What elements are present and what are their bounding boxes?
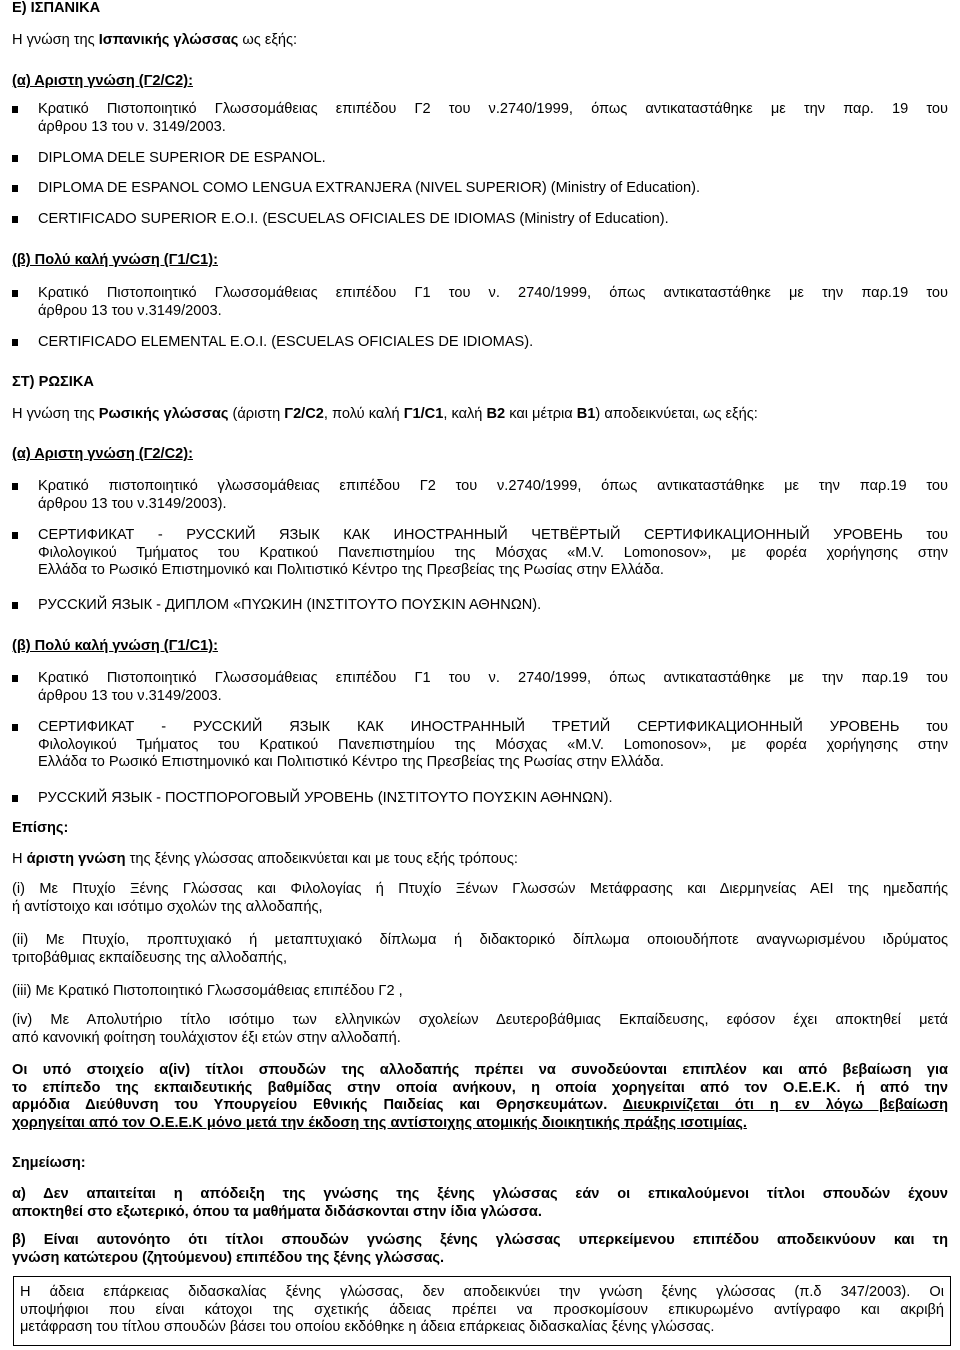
para-line: ή αντίστοιχο και ισότιμο σχολών της αλλοδαπής,: [12, 898, 323, 915]
intro-bold: Ρωσικής γλώσσας: [98, 406, 229, 422]
intro-bold: Β1: [576, 406, 596, 422]
section-st-beta-heading: (β) Πολύ καλή γνώση (Γ1/C1):: [12, 638, 218, 654]
item-line: άρθρου 13 του ν. 3149/2003.: [38, 118, 226, 135]
para-line: τριτοβάθμιας εκπαίδευσης της αλλοδαπής,: [12, 949, 288, 966]
section-e-beta-heading: (β) Πολύ καλή γνώση (Γ1/C1):: [12, 252, 218, 268]
para-line: Οι υπό στοιχείο α(iv) τίτλοι σπουδών της αλλοδαπής πρέπει να συνοδεύονται επιπλέον και από βεβαίωση για: [12, 1062, 948, 1078]
bullet-icon: [12, 106, 18, 113]
list-item: [12, 285, 948, 320]
para-line: από κανονική φοίτηση τουλάχιστον έξι ετών στην αλλοδαπή.: [12, 1029, 401, 1046]
way-paragraph: [12, 983, 948, 1001]
para-line: β) Είναι αυτονόητο ότι τίτλοι σπουδών γνώσης ξένης γλώσσας υπερκείμενου επιπέδου αποδεικνύουν και τη: [12, 1232, 948, 1248]
way-paragraph: [12, 932, 948, 967]
para-line: [12, 1097, 948, 1115]
list-item: [12, 790, 948, 808]
section-st-intro: [12, 406, 758, 424]
bullet-icon: [12, 339, 18, 346]
para-line: (iv) Με Απολυτήριο τίτλο ισότιμο των ελληνικών σχολείων Δευτεροβάθμιας Εκπαίδευσης, εφόσον έχει αποκτηθεί μετά: [12, 1012, 948, 1028]
note-heading: Σημείωση:: [12, 1155, 86, 1171]
intro-text: Η γνώση της: [12, 406, 99, 422]
notice-paragraph: [12, 1062, 948, 1132]
para-text: αρμόδια Διεύθυνση του Υπουργείου Εθνικής Παιδείας και Θρησκευμάτων.: [12, 1097, 623, 1113]
list-item: [12, 211, 948, 229]
item-line: РУССКИЙ ЯЗЫК - ДИПЛОМ «ΠΥΩΚИΗ (ΙΝΣΤΙΤΟΥΤΟ ΠΟΥΣΚΙΝ ΑΘΗΝΩΝ).: [38, 597, 542, 613]
para-line: το επίπεδο της εκπαιδευτικής βαθμίδας στην οποία ανήκουν, η οποία χορηγείται από τον Ο.Ε.Ε.Κ. ή από την: [12, 1079, 948, 1096]
para-line: (ii) Με Πτυχίο, προπτυχιακό ή μεταπτυχιακό δίπλωμα ή διδακτορικό δίπλωμα οποιουδήποτε αναγνωρισμένου ιδρύματος: [12, 932, 948, 948]
box-line: υποψήφιοι που είναι κάτοχοι της σχετικής άδειας πρέπει να προσκομίσουν επικυρωμένο αντίγραφο και ακριβή: [20, 1301, 944, 1318]
box-line: Η άδεια επάρκειας διδασκαλίας ξένης γλώσσας, δεν αποδεικνύει την γνώση ξένης γλώσσας (π.δ 347/2003). Οι: [20, 1284, 944, 1300]
list-item: [12, 478, 948, 513]
item-line: Φιλολογικού Τμήματος του Κρατικού Πανεπιστημίου της Μόσχας «M.V. Lomonosov», με φορέα χορήγησης στην: [38, 736, 948, 753]
bullet-icon: [12, 155, 18, 162]
bullet-icon: [12, 724, 18, 731]
para-underlined: Διευκρινίζεται ότι η εν λόγω βεβαίωση: [622, 1097, 949, 1113]
para-line: (iii) Με Κρατικό Πιστοποιητικό Γλωσσομάθειας επιπέδου Γ2 ,: [12, 983, 403, 999]
list-item: [12, 719, 948, 772]
para-line: αποκτηθεί στο εξωτερικό, όπου τα μαθήματα διδάσκονται στην ίδια γλώσσα.: [12, 1203, 542, 1220]
intro-text: της ξένης γλώσσας αποδεικνύεται και με τους εξής τρόπους:: [125, 851, 518, 867]
intro-text: , πολύ καλή: [323, 406, 404, 422]
license-notice-box: [13, 1276, 951, 1346]
section-e-intro: [12, 32, 297, 50]
intro-text: Η γνώση της: [12, 32, 99, 48]
item-line: DIPLOMA DE ESPANOL COMO LENGUA EXTRANJERA (NIVEL SUPERIOR) (Ministry of Education).: [38, 180, 701, 196]
intro-bold: άριστη γνώση: [26, 851, 126, 867]
bullet-icon: [12, 290, 18, 297]
section-st-heading: ΣΤ) ΡΩΣΙΚΑ: [12, 374, 94, 390]
section-st-alpha-heading: (α) Αριστη γνώση (Γ2/C2):: [12, 446, 193, 462]
item-line: άρθρου 13 του ν.3149/2003).: [38, 495, 227, 512]
item-line: РУССКИЙ ЯЗЫК - ПОСТПОРОГОВЫЙ УРОВЕНЬ (ΙΝΣΤΙΤΟΥΤΟ ΠΟΥΣΚΙΝ ΑΘΗΝΩΝ).: [38, 790, 613, 806]
note-a: [12, 1186, 948, 1221]
intro-text: ως εξής:: [238, 32, 298, 48]
item-line: Ελλάδα το Ρωσικό Επιστημονικό και Πολιτιστικό Κέντρο της Πρεσβείας της Ρωσίας στην Ελλάδα.: [38, 562, 664, 578]
bullet-icon: [12, 675, 18, 682]
intro-bold: Γ1/C1: [403, 406, 444, 422]
section-e-heading: Ε) ΙΣΠΑΝΙΚΑ: [12, 0, 101, 16]
box-line: μετάφραση του τίτλου σπουδών βάσει του οποίου εκδόθηκε η άδεια επάρκειας διδασκαλίας ξένης γλώσσας.: [20, 1319, 715, 1335]
intro-bold: Β2: [486, 406, 506, 422]
list-item: [12, 180, 948, 198]
item-line: Κρατικό Πιστοποιητικό Γλωσσομάθειας επιπέδου Γ1 του ν. 2740/1999, όπως αντικαταστάθηκε με την παρ.19 του: [38, 670, 948, 686]
way-paragraph: [12, 881, 948, 916]
bullet-icon: [12, 532, 18, 539]
intro-bold: Ισπανικής γλώσσας: [98, 32, 239, 48]
item-line: Ελλάδα το Ρωσικό Επιστημονικό και Πολιτιστικό Κέντρο της Πρεσβείας της Ρωσίας στην Ελλάδα.: [38, 754, 664, 770]
intro-text: ) αποδεικνύεται, ως εξής:: [595, 406, 758, 422]
list-item: [12, 334, 948, 352]
item-line: СЕРТИФИКАТ - РУССКИЙ ЯЗЫК КАК ИНОСТРАННЫЙ ЧЕТВЁРТЫЙ СЕРТИФИКАЦИОННЫЙ УРОВЕНЬ του: [38, 527, 948, 543]
episis-intro: [12, 851, 518, 869]
intro-text: , καλή: [443, 406, 487, 422]
bullet-icon: [12, 483, 18, 490]
item-line: Φιλολογικού Τμήματος του Κρατικού Πανεπιστημίου της Μόσχας «M.V. Lomonosov», με φορέα χορήγησης στην: [38, 544, 948, 561]
item-line: Κρατικό πιστοποιητικό γλωσσομάθειας επιπέδου Γ2 του ν.2740/1999, όπως αντικαταστάθηκε με την παρ.19 του: [38, 478, 948, 494]
item-line: άρθρου 13 του ν.3149/2003.: [38, 302, 222, 319]
bullet-icon: [12, 185, 18, 192]
list-item: [12, 670, 948, 705]
item-line: Κρατικό Πιστοποιητικό Γλωσσομάθειας επιπέδου Γ2 του ν.2740/1999, όπως αντικαταστάθηκε με την παρ. 19 του: [38, 101, 948, 117]
list-item: [12, 150, 948, 168]
intro-bold: Γ2/C2: [284, 406, 324, 422]
intro-text: (άριστη: [228, 406, 285, 422]
episis-heading: Επίσης:: [12, 820, 69, 836]
para-line: α) Δεν απαιτείται η απόδειξη της γνώσης της ξένης γλώσσας εάν οι επικαλούμενοι τίτλοι σπουδών έχουν: [12, 1186, 948, 1202]
para-line: χορηγείται από τον Ο.Ε.Ε.Κ μόνο μετά την έκδοση της αντίστοιχης ατομικής διοικητικής πράξης ισοτιμίας.: [12, 1114, 747, 1131]
list-item: [12, 527, 948, 580]
item-line: CERTIFICADO SUPERIOR E.O.I. (ESCUELAS OFICIALES DE IDIOMAS (Ministry of Education).: [38, 211, 669, 227]
intro-text: Η: [12, 851, 27, 867]
para-line: γνώση κατώτερου (ζητούμενου) επιπέδου της ξένης γλώσσας.: [12, 1249, 445, 1266]
bullet-icon: [12, 795, 18, 802]
way-paragraph: [12, 1012, 948, 1047]
item-line: άρθρου 13 του ν.3149/2003.: [38, 687, 222, 704]
section-e-alpha-heading: (α) Αριστη γνώση (Γ2/C2):: [12, 73, 193, 89]
list-item: [12, 597, 948, 615]
bullet-icon: [12, 216, 18, 223]
item-line: Κρατικό Πιστοποιητικό Γλωσσομάθειας επιπέδου Γ1 του ν. 2740/1999, όπως αντικαταστάθηκε με την παρ.19 του: [38, 285, 948, 301]
item-line: СЕРТИФИКАТ - РУССКИЙ ЯЗЫК КАК ИНОСТРАННЫЙ ТРЕТИЙ СЕРТИФИКАЦИОННЫЙ УРОВЕНЬ του: [38, 719, 948, 735]
list-item: [12, 101, 948, 136]
item-line: CERTIFICADO ELEMENTAL E.O.I. (ESCUELAS OFICIALES DE IDIOMAS).: [38, 334, 534, 350]
para-line: (i) Με Πτυχίο Ξένης Γλώσσας και Φιλολογίας ή Πτυχίο Ξένων Γλωσσών Μετάφρασης και Διερμηνείας ΑΕΙ της ημεδαπής: [12, 881, 948, 897]
item-line: DIPLOMA DELE SUPERIOR DE ESPANOL.: [38, 150, 326, 166]
note-b: [12, 1232, 948, 1267]
intro-text: και μέτρια: [505, 406, 577, 422]
bullet-icon: [12, 602, 18, 609]
